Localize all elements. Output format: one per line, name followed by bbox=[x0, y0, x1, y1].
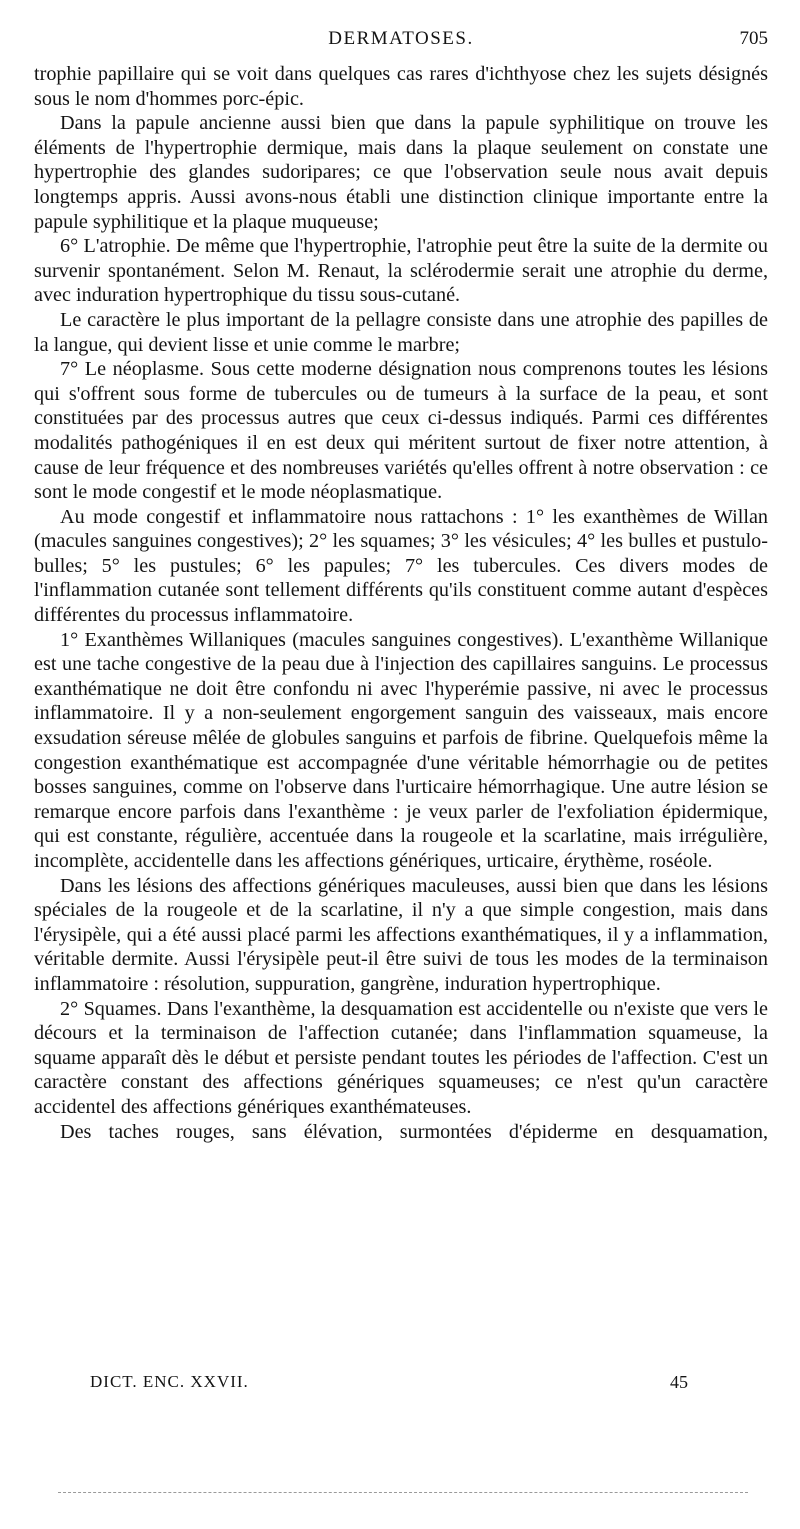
book-page bbox=[34, 0, 768, 1529]
paragraph: 7° Le néoplasme. Sous cette moderne désignation nous comprenons toutes les lésions qui s'offrent sous forme de tubercules ou de tumeurs à la surface de la peau, et sont constituées par des processus autres que ceux ci-dessus indiqués. Parmi ces différentes modalités pathogéniques il en est deux qui méritent surtout de fixer notre attention, à cause de leur fréquence et des nombreuses variétés qu'elles offrent à notre observation : ce sont le mode congestif et le mode néoplasmatique. bbox=[34, 358, 768, 504]
page-number: 705 bbox=[739, 28, 768, 49]
paragraph: Dans les lésions des affections génériques maculeuses, aussi bien que dans les lésions spéciales de la rougeole et de la scarlatine, il n'y a que simple congestion, mais dans l'érysipèle, qui a été aussi placé parmi les affections exanthématiques, il y a inflammation, véritable dermite. Aussi l'érysipèle peut-il être suivi de tous les modes de la terminaison inflammatoire : résolution, suppuration, gangrène, induration hypertrophique. bbox=[34, 874, 768, 995]
printer-signature bbox=[34, 1372, 768, 1398]
paragraph: trophie papillaire qui se voit dans quelques cas rares d'ichthyose chez les sujets désignés sous le nom d'hommes porc-épic. bbox=[34, 63, 768, 110]
signature-mark: DICT. ENC. XXVII. bbox=[90, 1372, 249, 1391]
running-title: DERMATOSES. bbox=[328, 28, 474, 49]
paragraph: 6° L'atrophie. De même que l'hypertrophie, l'atrophie peut être la suite de la dermite ou survenir spontanément. Selon M. Renaut, la sclérodermie serait une atrophie du derme, avec induration hypertrophique du tissu sous-cutané. bbox=[34, 235, 768, 307]
paragraph: 2° Squames. Dans l'exanthème, la desquamation est accidentelle ou n'existe que vers le décours et la terminaison de l'affection cutanée; dans l'inflammation squameuse, la squame apparaît dès le début et persiste pendant toutes les périodes de l'affection. C'est un caractère constant des affections génériques squameuses; ce n'est qu'un caractère accidentel des affections génériques exanthémateuses. bbox=[34, 997, 768, 1118]
bottom-rule bbox=[58, 1492, 748, 1493]
signature-number: 45 bbox=[670, 1372, 688, 1392]
body-text bbox=[34, 62, 768, 1144]
paragraph: Au mode congestif et inflammatoire nous rattachons : 1° les exanthèmes de Willan (macules sanguines congestives); 2° les squames; 3° les vésicules; 4° les bulles et pustulo-bulles; 5° les pustules; 6° les papules; 7° les tubercules. Ces divers modes de l'inflammation cutanée sont tellement différents qu'ils constituent comme autant d'espèces différentes du processus inflammatoire. bbox=[34, 505, 768, 627]
paragraph: Des taches rouges, sans élévation, surmontées d'épiderme en desquamation, bbox=[60, 1120, 768, 1143]
paragraph: Le caractère le plus important de la pellagre consiste dans une atrophie des papilles de la langue, qui devient lisse et unie comme le marbre; bbox=[34, 308, 768, 356]
running-header bbox=[34, 28, 768, 54]
paragraph: 1° Exanthèmes Willaniques (macules sanguines congestives). L'exanthème Willanique est une tache congestive de la peau due à l'injection des capillaires sanguins. Le processus exanthématique ne doit être confondu ni avec l'hyperémie passive, ni avec le processus inflammatoire. Il y a non-seulement engorgement sanguin des vaisseaux, mais encore exsudation séreuse mêlée de globules sanguins et parfois de fibrine. Quelquefois même la congestion exanthématique est accompagnée d'une véritable hémorrhagie ou de petites bosses sanguines, comme on l'observe dans l'urticaire hémorrhagique. Une autre lésion se remarque encore parfois dans l'exanthème : je veux parler de l'exfoliation épidermique, qui est constante, régulière, accentuée dans la rougeole et la scarlatine, mais irrégulière, incomplète, accidentelle dans les affections génériques, urticaire, érythème, roséole. bbox=[34, 628, 768, 872]
paragraph: Dans la papule ancienne aussi bien que dans la papule syphilitique on trouve les éléments de l'hypertrophie dermique, mais dans la plaque seulement on constate une hypertrophie des glandes sudoripares; ce que l'observation seule nous avait depuis longtemps appris. Aussi avons-nous établi une distinction clinique importante entre la papule syphilitique et la plaque muqueuse; bbox=[34, 112, 768, 233]
